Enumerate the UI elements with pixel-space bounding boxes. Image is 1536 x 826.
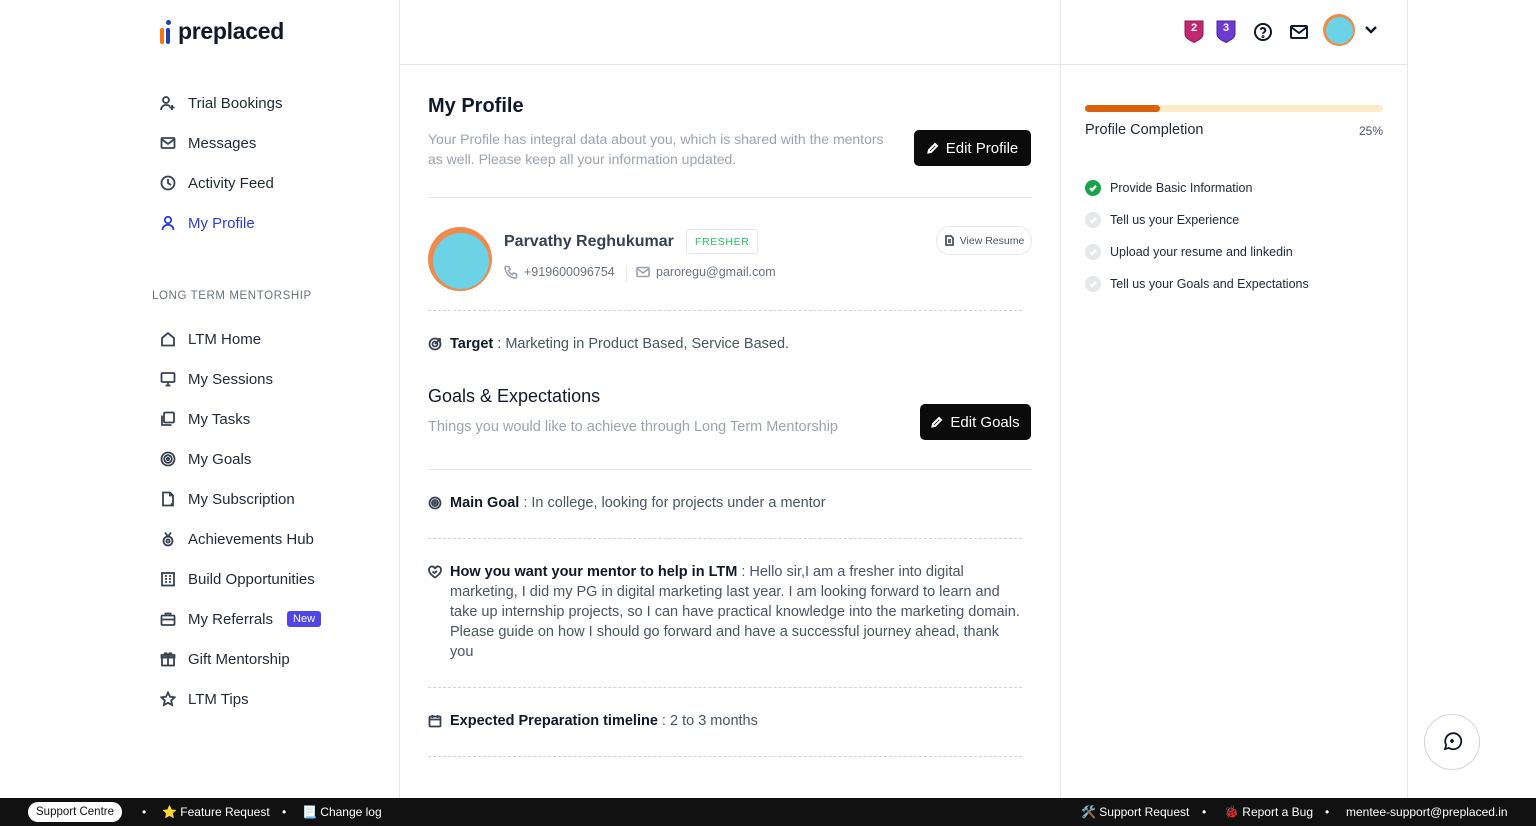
support-request-link[interactable]: 🛠️ Support Request <box>1081 805 1190 819</box>
target-icon <box>160 451 176 467</box>
sidebar-item-label: Messages <box>188 134 257 152</box>
sidebar-item-messages[interactable] <box>160 131 256 155</box>
sidebar-item-label: My Subscription <box>188 490 295 508</box>
logo-mark-icon <box>160 19 172 45</box>
sidebar-item-label: Achievements Hub <box>188 530 314 548</box>
footer-bullet: • <box>282 805 287 819</box>
target-value: : Marketing in Product Based, Service Based. <box>493 336 790 352</box>
sidebar-item-label: Build Opportunities <box>188 570 315 588</box>
timeline-value: : 2 to 3 months <box>657 713 758 729</box>
user-plus-icon <box>160 95 176 111</box>
support-centre-button[interactable]: Support Centre <box>28 802 122 822</box>
profile-completion-percent: 25% <box>1358 124 1383 138</box>
goals-title: Goals & Expectations <box>428 386 601 406</box>
completion-step-label: Upload your resume and linkedin <box>1110 245 1293 259</box>
sidebar-item-my-tasks[interactable] <box>160 407 250 431</box>
completion-step[interactable] <box>1085 276 1309 292</box>
gift-icon <box>160 651 176 667</box>
chat-icon <box>1441 731 1463 753</box>
view-resume-button[interactable] <box>936 226 1032 255</box>
sidebar-item-label: LTM Tips <box>188 690 249 708</box>
phone-number: +919600096754 <box>524 265 615 279</box>
sidebar <box>0 0 400 798</box>
divider <box>428 197 1032 198</box>
mail-icon[interactable] <box>1289 22 1309 42</box>
user-avatar[interactable] <box>1323 14 1355 46</box>
level-badge-shield-icon[interactable] <box>1184 19 1204 43</box>
calendar-icon <box>428 714 442 728</box>
completion-step-label: Tell us your Goals and Expectations <box>1110 277 1309 291</box>
main-goal-label: Main Goal <box>450 495 520 511</box>
level-badge-shield-icon[interactable] <box>1216 19 1236 43</box>
check-circle-icon <box>1085 276 1101 292</box>
medal-icon <box>160 531 176 547</box>
dashed-divider <box>428 310 1022 311</box>
dashed-divider <box>428 538 1022 539</box>
edit-profile-button[interactable] <box>914 130 1031 166</box>
view-resume-label: View Resume <box>959 234 1025 247</box>
check-circle-icon <box>1085 212 1101 228</box>
edit-goals-button[interactable] <box>920 404 1031 440</box>
email-address: paroregu@gmail.com <box>656 265 776 279</box>
sidebar-item-trial-bookings[interactable] <box>160 91 282 115</box>
dashed-divider <box>428 756 1022 757</box>
feature-request-link[interactable]: ⭐ Feature Request <box>162 805 270 819</box>
check-circle-icon <box>1085 244 1101 260</box>
sidebar-item-ltm-home[interactable] <box>160 327 261 351</box>
timeline-label: Expected Preparation timeline <box>450 713 658 729</box>
sidebar-item-my-referrals[interactable] <box>160 607 321 631</box>
chat-support-button[interactable] <box>1424 714 1480 770</box>
level-badge-number: 2 <box>1190 22 1198 34</box>
email-contact <box>636 265 776 279</box>
mail-icon <box>636 265 650 279</box>
column-divider <box>1407 0 1408 798</box>
sidebar-item-activity-feed[interactable] <box>160 171 274 195</box>
document-icon <box>944 235 955 246</box>
completion-step-label: Provide Basic Information <box>1110 181 1253 195</box>
subscription-icon <box>160 491 176 507</box>
section-label-ltm: LONG TERM MENTORSHIP <box>152 290 312 302</box>
phone-icon <box>504 265 518 279</box>
mentor-help-label: How you want your mentor to help in LTM <box>450 564 738 580</box>
sidebar-item-label: My Sessions <box>188 370 274 388</box>
target-row <box>428 334 789 354</box>
sidebar-item-my-sessions[interactable] <box>160 367 273 391</box>
home-icon <box>160 331 176 347</box>
building-icon <box>160 571 176 587</box>
help-icon[interactable] <box>1253 22 1273 42</box>
chevron-down-icon[interactable] <box>1362 20 1380 38</box>
tasks-icon <box>160 411 176 427</box>
sidebar-item-label: My Tasks <box>188 410 251 428</box>
footer-bar <box>0 798 1536 826</box>
timeline-row <box>428 711 758 731</box>
target-arrow-icon <box>428 337 442 351</box>
status-badge: FRESHER <box>686 229 758 254</box>
page-description: Your Profile has integral data about you, which is shared with the mentors as well. Please keep all your information updated. <box>428 131 884 167</box>
sidebar-item-achievements-hub[interactable] <box>160 527 314 551</box>
heart-handshake-icon <box>428 565 442 579</box>
mentor-help-value: : Hello sir,I am a fresher into digital marketing, I did my PG in digital marketing last year. I am looking forward to learn and take up internship projects, so I can have practical knowledge into the marketing domain. Please guide on how I should go forward and have a successful journey ahead, thank you <box>450 564 1020 660</box>
profile-completion-progress <box>1085 105 1383 112</box>
change-log-link[interactable]: 📃 Change log <box>302 805 382 819</box>
clock-icon <box>160 175 176 191</box>
sidebar-item-label: My Goals <box>188 450 252 468</box>
sidebar-item-label: My Referrals <box>188 610 274 628</box>
level-badge-number: 3 <box>1222 22 1230 34</box>
brand-logo[interactable] <box>160 18 284 45</box>
mentor-help-row <box>428 562 1024 662</box>
sidebar-item-label: Trial Bookings <box>188 94 283 112</box>
user-icon <box>160 215 176 231</box>
new-badge: New <box>287 611 321 627</box>
main-goal-value: : In college, looking for projects under a mentor <box>519 495 826 511</box>
star-icon <box>160 691 176 707</box>
phone-contact <box>504 265 615 279</box>
sidebar-item-gift-mentorship[interactable] <box>160 647 290 671</box>
sidebar-item-label: Activity Feed <box>188 174 274 192</box>
briefcase-icon <box>160 611 176 627</box>
target-label: Target <box>450 336 494 352</box>
footer-bullet: • <box>142 805 147 819</box>
report-bug-link[interactable]: 🐞 Report a Bug <box>1224 805 1313 819</box>
page-title: My Profile <box>428 95 524 117</box>
goals-description: Things you would like to achieve through Long Term Mentorship <box>428 419 838 435</box>
sidebar-item-my-subscription[interactable] <box>160 487 295 511</box>
sidebar-item-label: My Profile <box>188 214 255 232</box>
brand-name: preplaced <box>178 18 284 44</box>
profile-completion-label: Profile Completion <box>1085 122 1204 138</box>
completion-step[interactable] <box>1085 180 1252 196</box>
support-email-link[interactable]: mentee-support@preplaced.in <box>1346 805 1508 819</box>
completion-step[interactable] <box>1085 244 1293 260</box>
dashed-divider <box>428 687 1022 688</box>
edit-profile-label: Edit Profile <box>945 139 1019 157</box>
edit-goals-label: Edit Goals <box>950 413 1020 431</box>
monitor-icon <box>160 371 176 387</box>
check-circle-icon <box>1085 180 1101 196</box>
pencil-icon <box>931 416 943 428</box>
sidebar-item-label: LTM Home <box>188 330 262 348</box>
sidebar-item-my-profile[interactable] <box>160 211 255 235</box>
target-icon <box>428 496 442 510</box>
footer-bullet: • <box>1202 805 1207 819</box>
main-goal-row <box>428 493 826 513</box>
pencil-icon <box>927 142 939 154</box>
sidebar-item-build-opportunities[interactable] <box>160 567 315 591</box>
sidebar-item-ltm-tips[interactable] <box>160 687 249 711</box>
divider <box>428 469 1032 470</box>
footer-bullet: • <box>1325 805 1330 819</box>
column-divider <box>1060 0 1061 798</box>
completion-step-label: Tell us your Experience <box>1110 213 1240 227</box>
mail-icon <box>160 135 176 151</box>
user-name: Parvathy Reghukumar <box>504 233 674 250</box>
progress-fill <box>1085 105 1160 112</box>
sidebar-item-my-goals[interactable] <box>160 447 251 471</box>
profile-avatar <box>428 227 492 291</box>
completion-step[interactable] <box>1085 212 1239 228</box>
sidebar-item-label: Gift Mentorship <box>188 650 290 668</box>
separator <box>626 266 627 282</box>
